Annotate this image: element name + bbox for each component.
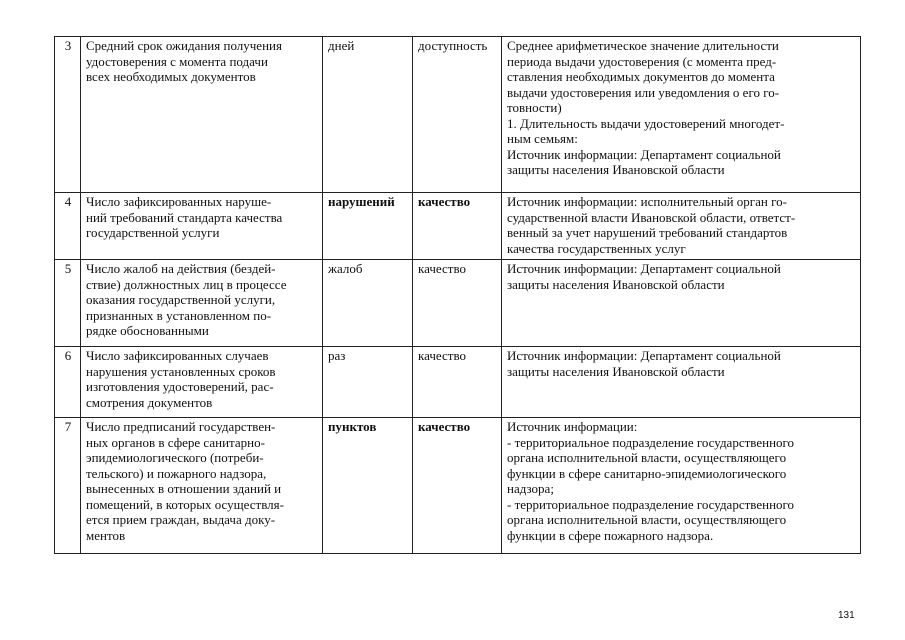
unit-of-measure: дней — [323, 37, 413, 193]
unit-of-measure: пунктов — [323, 418, 413, 554]
row-number: 5 — [55, 260, 81, 347]
indicators-table — [54, 36, 861, 554]
indicator-name: Число зафиксированных наруше- ний требований стандарта качества государственной услуги — [81, 193, 323, 260]
page-number: 131 — [838, 610, 855, 621]
indicator-category: качество — [413, 260, 502, 347]
row-number: 3 — [55, 37, 81, 193]
information-source: Источник информации: Департамент социальной защиты населения Ивановской области — [502, 260, 861, 347]
information-source: Источник информации: исполнительный орган го- сударственной власти Ивановской области, ответст- венный за учет нарушений требований стандартов качества государственных услуг — [502, 193, 861, 260]
table-row — [55, 418, 861, 554]
information-source: Источник информации: Департамент социальной защиты населения Ивановской области — [502, 347, 861, 418]
information-source: Источник информации: - территориальное подразделение государственного органа исполнительной власти, осуществляющего функции в сфере санитарно-эпидемиологического надзора; - территориальное подразделение государственного органа исполнительной власти, осуществляющего функции в сфере пожарного надзора. — [502, 418, 861, 554]
information-source: Среднее арифметическое значение длительности периода выдачи удостоверения (с момента пред- ставления необходимых документов до момента выдачи удостоверения или уведомления о его го- товности) 1. Длительность выдачи удостоверений многодет- ным семьям: Источник информации: Департамент социальной защиты населения Ивановской области — [502, 37, 861, 193]
indicator-category: качество — [413, 193, 502, 260]
unit-of-measure: раз — [323, 347, 413, 418]
indicator-category: доступность — [413, 37, 502, 193]
row-number: 6 — [55, 347, 81, 418]
unit-of-measure: нарушений — [323, 193, 413, 260]
table-row — [55, 37, 861, 193]
table-row — [55, 347, 861, 418]
row-number: 7 — [55, 418, 81, 554]
indicator-name: Число зафиксированных случаев нарушения установленных сроков изготовления удостоверений, рас- смотрения документов — [81, 347, 323, 418]
table-row — [55, 260, 861, 347]
table-row — [55, 193, 861, 260]
unit-of-measure: жалоб — [323, 260, 413, 347]
indicator-name: Число жалоб на действия (бездей- ствие) должностных лиц в процессе оказания государственной услуги, признанных в установленном по- рядке обоснованными — [81, 260, 323, 347]
indicator-category: качество — [413, 418, 502, 554]
indicator-category: качество — [413, 347, 502, 418]
indicator-name: Средний срок ожидания получения удостоверения с момента подачи всех необходимых документов — [81, 37, 323, 193]
row-number: 4 — [55, 193, 81, 260]
indicator-name: Число предписаний государствен- ных органов в сфере санитарно- эпидемиологического (потреби- тельского) и пожарного надзора, вынесенных в отношении зданий и помещений, в которых осуществля- ется прием граждан, выдача доку- ментов — [81, 418, 323, 554]
